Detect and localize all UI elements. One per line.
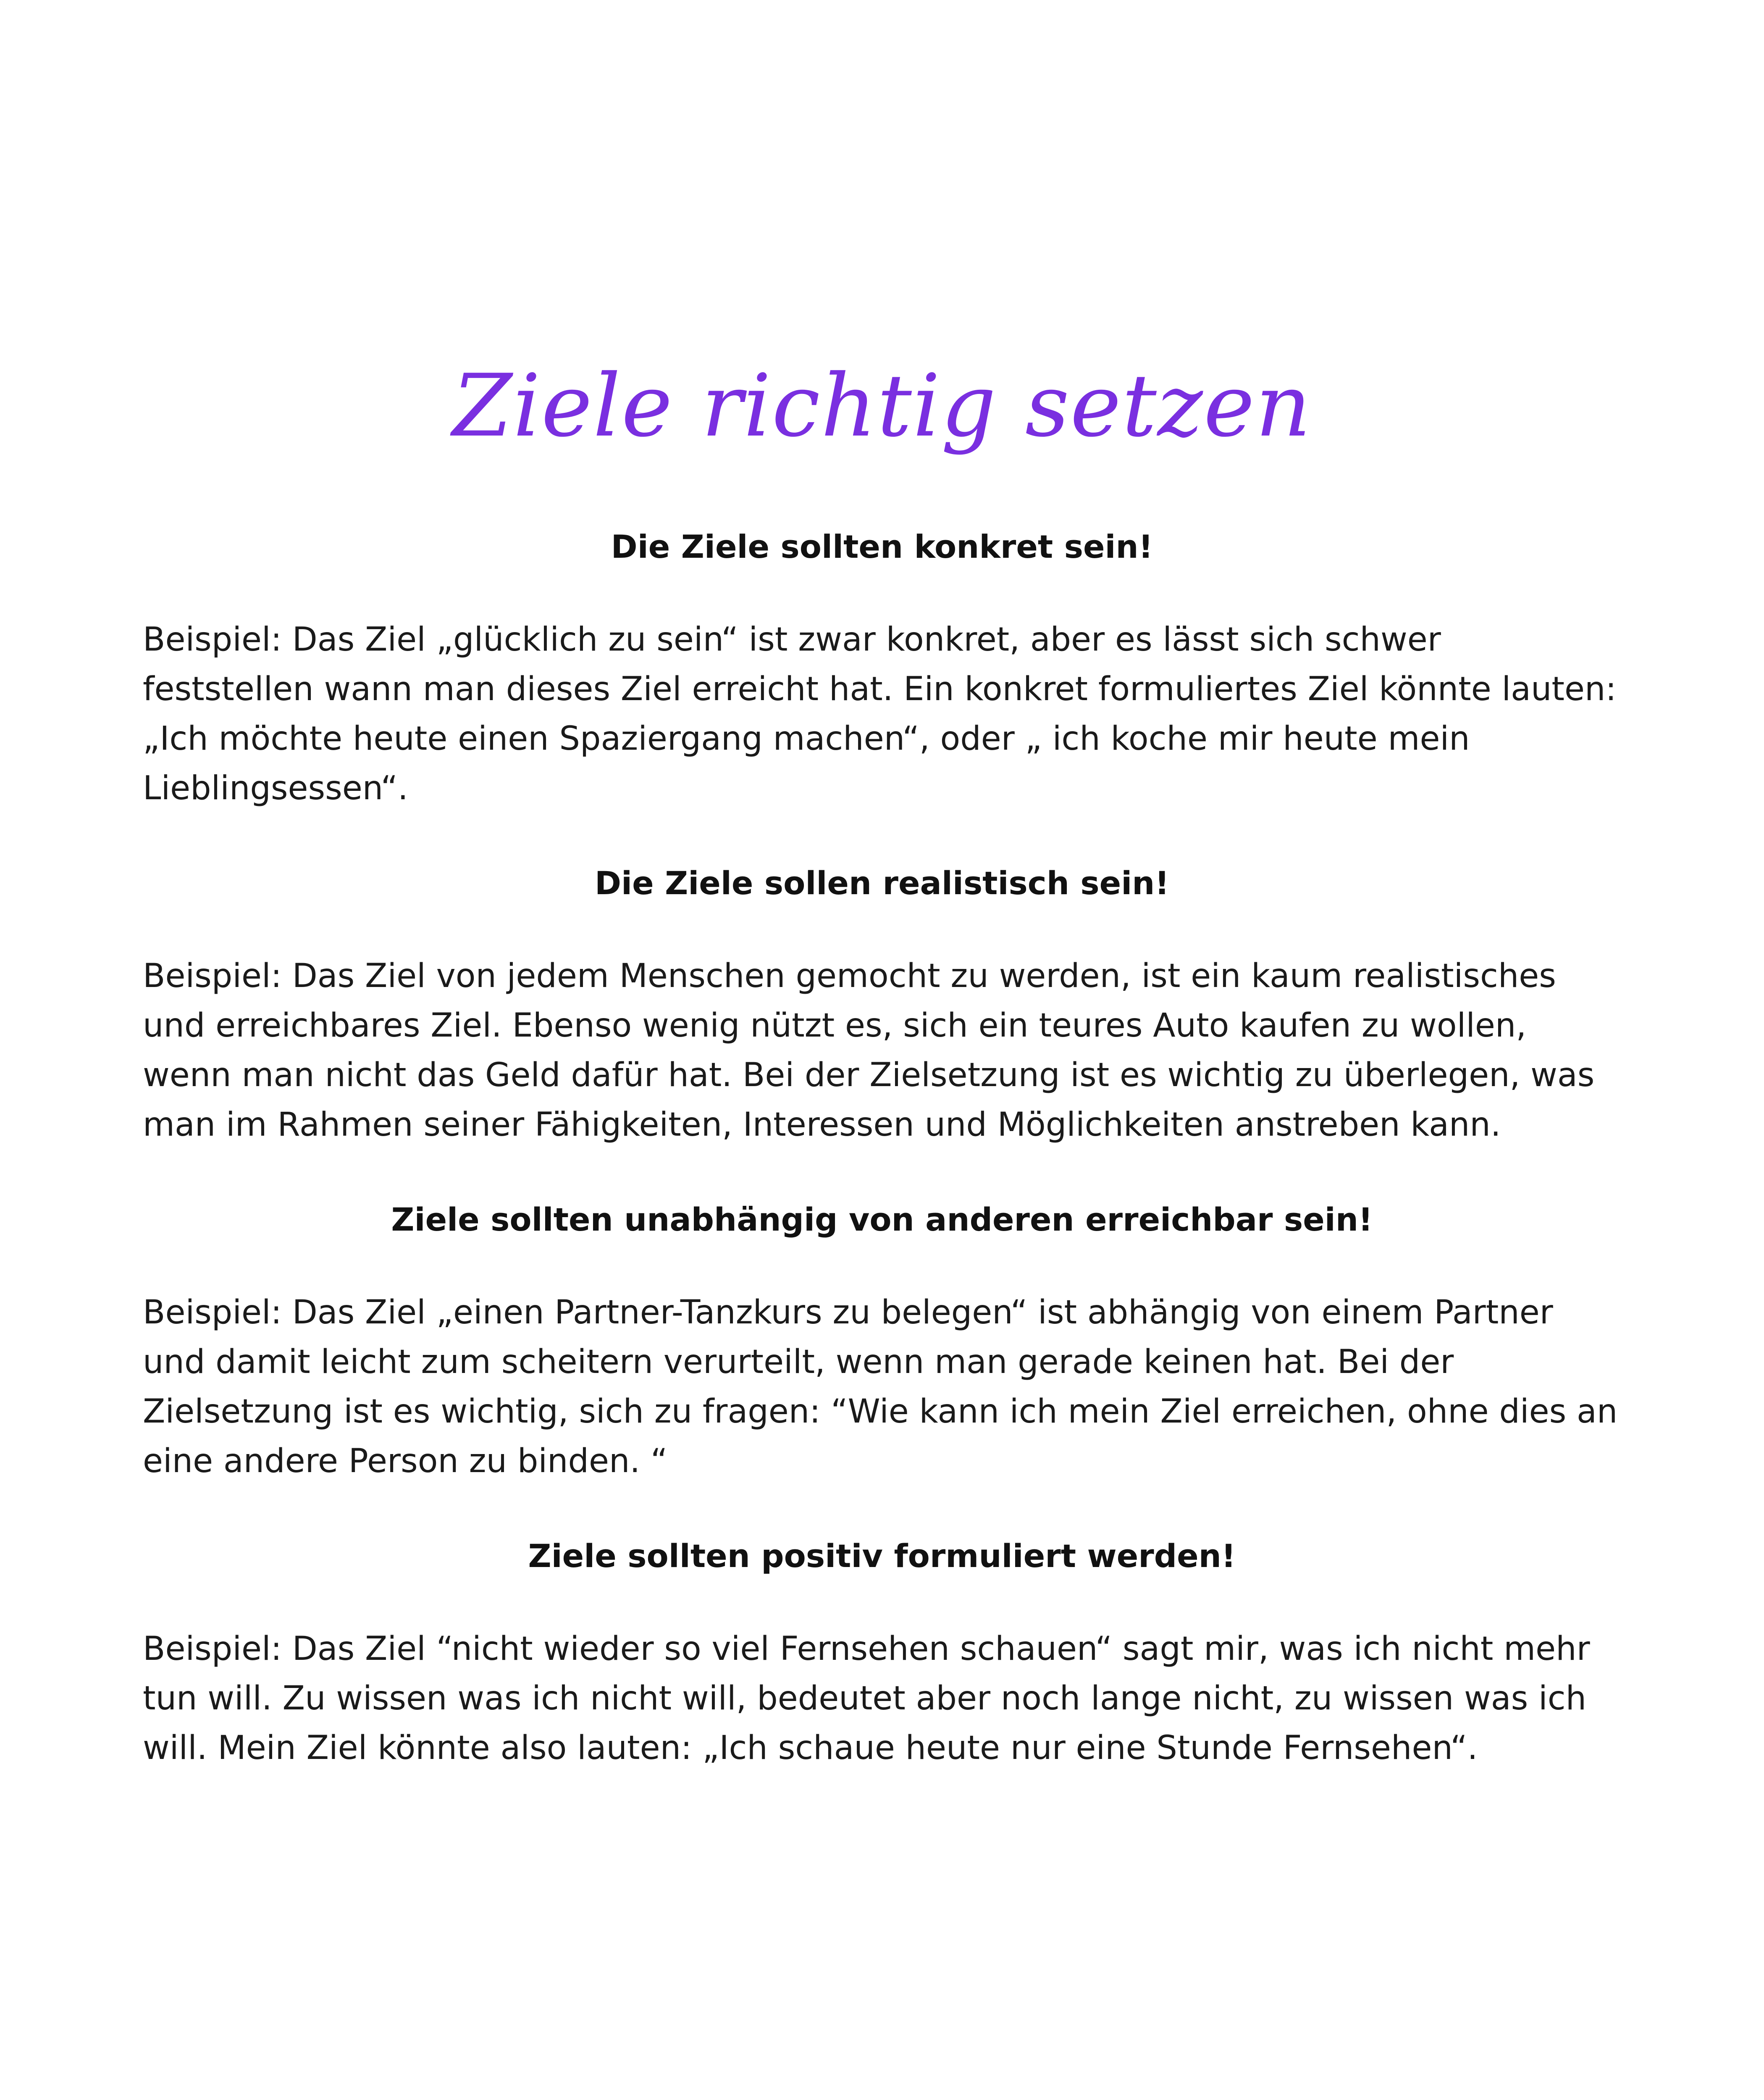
section-heading-konkret: Die Ziele sollten konkret sein! [611,528,1153,565]
page-title: Ziele richtig setzen [452,356,1312,457]
document-body [143,525,1621,1773]
section-text-konkret: Beispiel: Das Ziel „glücklich zu sein“ ist zwar konkret, aber es lässt sich schwer feststellen wann man dieses Ziel erreicht hat. Ein konkret formuliertes Ziel könnte lauten: „Ich möchte heute einen Spaziergang machen“, oder „ ich koche mir heute mein Lieblingsessen“. [143,621,1617,807]
section-heading-unabhaengig: Ziele sollten unabhängig von anderen erreichbar sein! [391,1201,1373,1238]
section-heading-positiv: Ziele sollten positiv formuliert werden! [528,1537,1236,1575]
section-heading-realistisch: Die Ziele sollen realistisch sein! [594,864,1170,902]
section-text-unabhaengig: Beispiel: Das Ziel „einen Partner-Tanzkurs zu belegen“ ist abhängig von einem Partner und damit leicht zum scheitern verurteilt, wenn man gerade keinen hat. Bei der Zielsetzung ist es wichtig, sich zu fragen: “Wie kann ich mein Ziel erreichen, ohne dies an eine andere Person zu binden. “ [143,1294,1618,1480]
section-text-realistisch: Beispiel: Das Ziel von jedem Menschen gemocht zu werden, ist ein kaum realistisches und erreichbares Ziel. Ebenso wenig nützt es, sich ein teures Auto kaufen zu wollen, wenn man nicht das Geld dafür hat. Bei der Zielsetzung ist es wichtig zu überlegen, was man im Rahmen seiner Fähigkeiten, Interessen und Möglichkeiten anstreben kann. [143,957,1595,1144]
section-text-positiv: Beispiel: Das Ziel “nicht wieder so viel Fernsehen schauen“ sagt mir, was ich nicht mehr tun will. Zu wissen was ich nicht will, bedeutet aber noch lange nicht, zu wissen was ich will. Mein Ziel könnte also lauten: „Ich schaue heute nur eine Stunde Fernsehen“. [143,1630,1590,1767]
